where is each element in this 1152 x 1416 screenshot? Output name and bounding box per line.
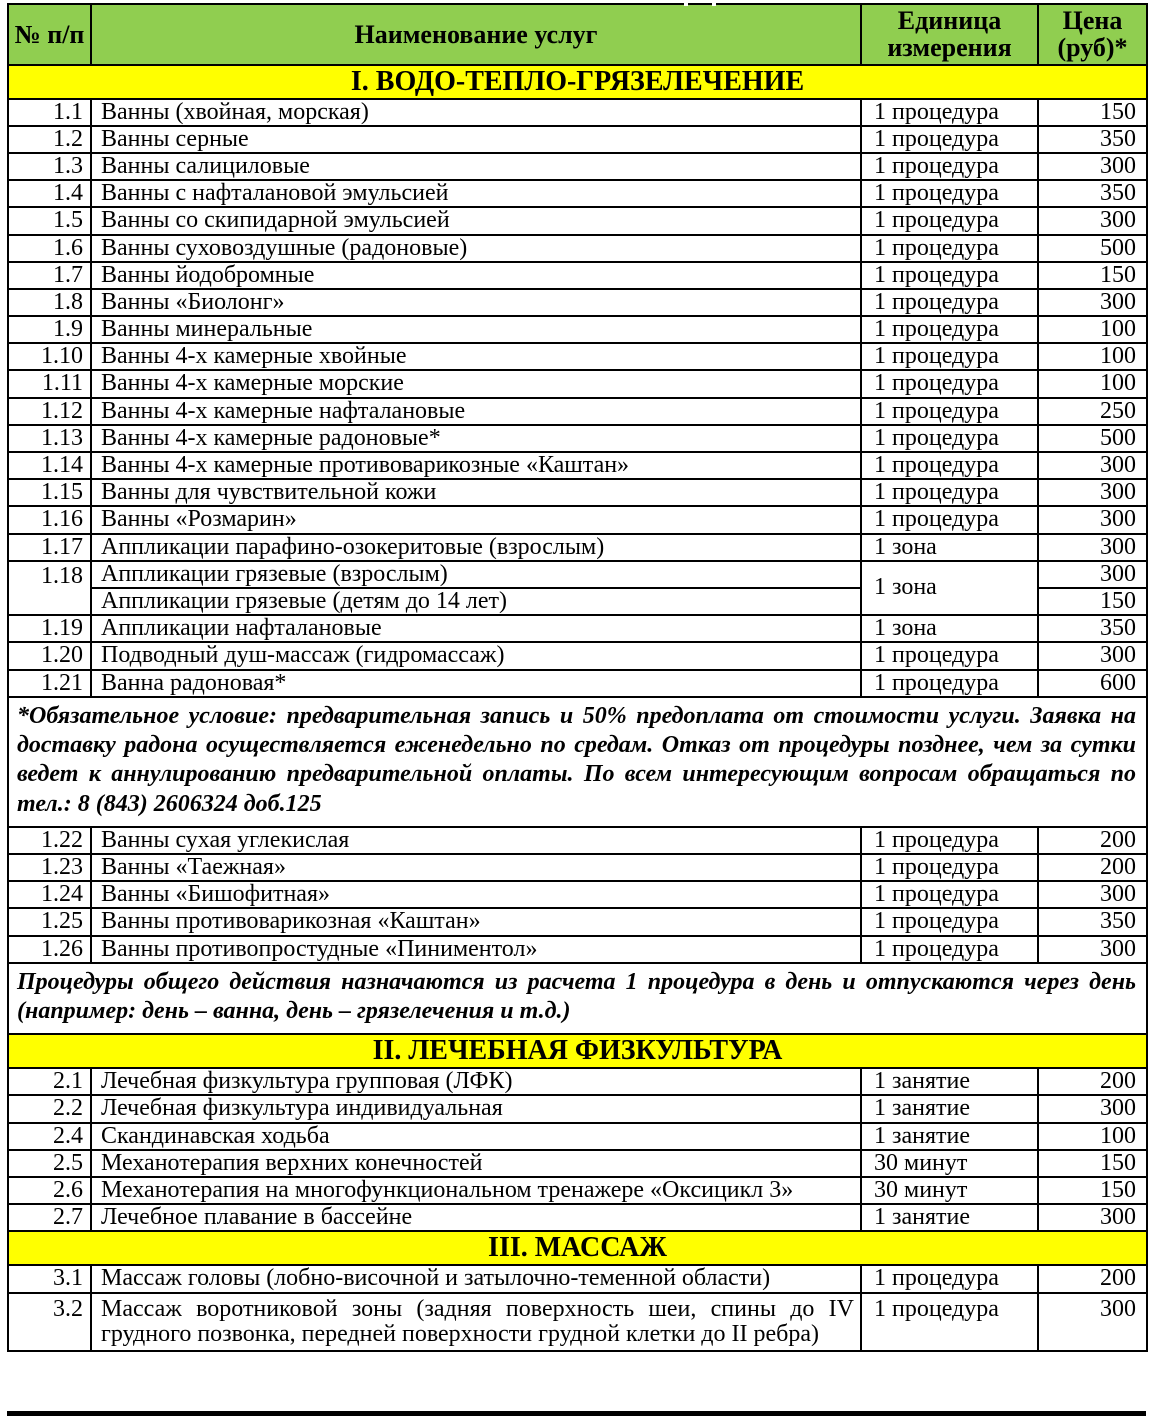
unit-of-measure: 1 процедура xyxy=(861,854,1038,881)
service-name: Ванна радоновая* xyxy=(91,670,861,697)
service-name: Ванны противопростудные «Пиниментол» xyxy=(91,936,861,963)
price-value: 100 xyxy=(1038,343,1147,370)
price-value: 500 xyxy=(1038,425,1147,452)
service-name: Скандинавская ходьба xyxy=(91,1123,861,1150)
service-name: Ванны со скипидарной эмульсией xyxy=(91,207,861,234)
service-name: Массаж головы (лобно-височной и затылочно-теменной области) xyxy=(91,1265,861,1292)
service-name: Подводный душ-массаж (гидромассаж) xyxy=(91,642,861,669)
service-row xyxy=(8,153,1147,180)
unit-of-measure: 1 процедура xyxy=(861,506,1038,533)
price-value: 600 xyxy=(1038,670,1147,697)
row-number: 1.15 xyxy=(8,479,91,506)
service-name: Механотерапия верхних конечностей xyxy=(91,1150,861,1177)
row-number: 1.25 xyxy=(8,908,91,935)
unit-of-measure: 1 процедура xyxy=(861,1293,1038,1351)
column-header-unit: Единица измерения xyxy=(861,4,1038,65)
service-name: Ванны сухая углекислая xyxy=(91,827,861,854)
service-row xyxy=(8,534,1147,561)
price-value: 100 xyxy=(1038,316,1147,343)
service-row xyxy=(8,936,1147,963)
price-value: 350 xyxy=(1038,126,1147,153)
row-number: 3.1 xyxy=(8,1265,91,1292)
service-row xyxy=(8,398,1147,425)
unit-of-measure: 1 процедура xyxy=(861,425,1038,452)
service-name: Ванны «Биолонг» xyxy=(91,289,861,316)
service-row xyxy=(8,479,1147,506)
price-value: 150 xyxy=(1038,99,1147,126)
service-row xyxy=(8,289,1147,316)
row-number: 3.2 xyxy=(8,1293,91,1351)
service-row xyxy=(8,506,1147,533)
unit-of-measure: 1 зона xyxy=(861,615,1038,642)
note-text: Процедуры общего действия назначаются из расчета 1 процедура в день и отпускаются через день (например: день – ванна, день – грязелечения и т.д.) xyxy=(8,963,1147,1035)
row-number: 1.7 xyxy=(8,262,91,289)
unit-of-measure: 30 минут xyxy=(861,1177,1038,1204)
price-value: 350 xyxy=(1038,908,1147,935)
service-name: Ванны суховоздушные (радоновые) xyxy=(91,235,861,262)
price-value: 300 xyxy=(1038,1204,1147,1231)
service-name: Ванны (хвойная, морская) xyxy=(91,99,861,126)
row-number: 1.14 xyxy=(8,452,91,479)
service-row xyxy=(8,452,1147,479)
column-header-number: № п/п xyxy=(8,4,91,65)
service-row xyxy=(8,1177,1147,1204)
unit-of-measure: 1 процедура xyxy=(861,289,1038,316)
service-row xyxy=(8,1265,1147,1292)
price-table xyxy=(7,3,1148,1352)
service-name: Аппликации нафталановые xyxy=(91,615,861,642)
row-number: 1.12 xyxy=(8,398,91,425)
service-row xyxy=(8,1204,1147,1231)
service-name: Массаж воротниковой зоны (задняя поверхность шеи, спины до IV грудного позвонка, передней поверхности грудной клетки до II ребра) xyxy=(91,1293,861,1351)
unit-of-measure: 1 процедура xyxy=(861,153,1038,180)
price-value: 300 xyxy=(1038,289,1147,316)
service-row xyxy=(8,615,1147,642)
price-value: 200 xyxy=(1038,854,1147,881)
service-name: Ванны противоварикозная «Каштан» xyxy=(91,908,861,935)
service-row xyxy=(8,1095,1147,1122)
unit-of-measure: 1 зона xyxy=(861,534,1038,561)
service-row xyxy=(8,908,1147,935)
note-row xyxy=(8,697,1147,827)
row-number: 1.5 xyxy=(8,207,91,234)
row-number: 1.17 xyxy=(8,534,91,561)
unit-of-measure: 1 занятие xyxy=(861,1068,1038,1095)
row-number: 1.24 xyxy=(8,881,91,908)
section-header-row xyxy=(8,1231,1147,1265)
unit-of-measure: 1 процедура xyxy=(861,398,1038,425)
row-number: 2.6 xyxy=(8,1177,91,1204)
price-value: 150 xyxy=(1038,262,1147,289)
price-value: 200 xyxy=(1038,1265,1147,1292)
service-name: Ванны «Розмарин» xyxy=(91,506,861,533)
service-name: Ванны для чувствительной кожи xyxy=(91,479,861,506)
row-number: 1.16 xyxy=(8,506,91,533)
service-row xyxy=(8,262,1147,289)
unit-of-measure: 1 процедура xyxy=(861,370,1038,397)
page-crop-edge xyxy=(7,1411,1146,1416)
unit-of-measure: 30 минут xyxy=(861,1150,1038,1177)
page-crop-mark xyxy=(684,0,688,6)
row-number: 1.3 xyxy=(8,153,91,180)
table-header-row xyxy=(8,4,1147,65)
row-number: 2.1 xyxy=(8,1068,91,1095)
unit-of-measure: 1 процедура xyxy=(861,126,1038,153)
row-number: 1.11 xyxy=(8,370,91,397)
service-name: Лечебная физкультура индивидуальная xyxy=(91,1095,861,1122)
column-header-price: Цена (руб)* xyxy=(1038,4,1147,65)
service-row xyxy=(8,670,1147,697)
row-number: 1.19 xyxy=(8,615,91,642)
service-name: Лечебное плавание в бассейне xyxy=(91,1204,861,1231)
unit-of-measure: 1 процедура xyxy=(861,1265,1038,1292)
service-name: Ванны 4-х камерные радоновые* xyxy=(91,425,861,452)
price-value: 300 xyxy=(1038,207,1147,234)
unit-of-measure: 1 занятие xyxy=(861,1204,1038,1231)
row-number: 1.9 xyxy=(8,316,91,343)
service-row xyxy=(8,881,1147,908)
unit-of-measure: 1 процедура xyxy=(861,262,1038,289)
service-name: Ванны с нафталановой эмульсией xyxy=(91,180,861,207)
service-name: Аппликации парафино-озокеритовые (взрослым) xyxy=(91,534,861,561)
row-number: 1.6 xyxy=(8,235,91,262)
row-number: 1.20 xyxy=(8,642,91,669)
price-value: 300 xyxy=(1038,153,1147,180)
price-value: 300 xyxy=(1038,1095,1147,1122)
section-header-row xyxy=(8,1034,1147,1068)
service-row xyxy=(8,561,1147,588)
price-value: 200 xyxy=(1038,1068,1147,1095)
price-value: 300 xyxy=(1038,534,1147,561)
row-number: 1.23 xyxy=(8,854,91,881)
service-name: Лечебная физкультура групповая (ЛФК) xyxy=(91,1068,861,1095)
row-number: 1.13 xyxy=(8,425,91,452)
service-row xyxy=(8,126,1147,153)
row-number: 2.7 xyxy=(8,1204,91,1231)
price-value: 300 xyxy=(1038,506,1147,533)
unit-of-measure: 1 процедура xyxy=(861,343,1038,370)
unit-of-measure: 1 процедура xyxy=(861,827,1038,854)
price-value: 150 xyxy=(1038,588,1147,615)
unit-of-measure: 1 процедура xyxy=(861,452,1038,479)
service-row xyxy=(8,99,1147,126)
service-row xyxy=(8,235,1147,262)
service-row xyxy=(8,1068,1147,1095)
unit-of-measure: 1 процедура xyxy=(861,479,1038,506)
page-crop-mark xyxy=(712,0,716,6)
row-number: 1.4 xyxy=(8,180,91,207)
unit-of-measure: 1 процедура xyxy=(861,316,1038,343)
service-row xyxy=(8,827,1147,854)
service-name: Ванны «Таежная» xyxy=(91,854,861,881)
row-number: 2.2 xyxy=(8,1095,91,1122)
unit-of-measure: 1 процедура xyxy=(861,881,1038,908)
price-value: 300 xyxy=(1038,479,1147,506)
service-name: Аппликации грязевые (детям до 14 лет) xyxy=(91,588,861,615)
note-text: *Обязательное условие: предварительная запись и 50% предоплата от стоимости услуги. Заявка на доставку радона осуществляется еженедельно по средам. Отказ от процедуры позднее, чем за сутки ведет к аннулированию предварительной оплаты. По всем интересующим вопросам обращаться по тел.: 8 (843) 2606324 доб.125 xyxy=(8,697,1147,827)
unit-of-measure: 1 процедура xyxy=(861,99,1038,126)
service-name: Ванны 4-х камерные противоварикозные «Каштан» xyxy=(91,452,861,479)
row-number: 1.21 xyxy=(8,670,91,697)
price-value: 250 xyxy=(1038,398,1147,425)
row-number: 1.18 xyxy=(8,561,91,615)
row-number: 1.2 xyxy=(8,126,91,153)
service-name: Ванны минеральные xyxy=(91,316,861,343)
price-value: 100 xyxy=(1038,1123,1147,1150)
price-value: 200 xyxy=(1038,827,1147,854)
section-title: III. МАССАЖ xyxy=(8,1231,1147,1265)
service-name: Ванны серные xyxy=(91,126,861,153)
service-name: Ванны салициловые xyxy=(91,153,861,180)
price-value: 150 xyxy=(1038,1150,1147,1177)
service-row xyxy=(8,1293,1147,1351)
note-row xyxy=(8,963,1147,1035)
row-number: 2.5 xyxy=(8,1150,91,1177)
unit-of-measure: 1 занятие xyxy=(861,1123,1038,1150)
section-title: I. ВОДО-ТЕПЛО-ГРЯЗЕЛЕЧЕНИЕ xyxy=(8,65,1147,99)
service-row xyxy=(8,207,1147,234)
price-value: 300 xyxy=(1038,452,1147,479)
column-header-service-name: Наименование услуг xyxy=(91,4,861,65)
price-value: 300 xyxy=(1038,1293,1147,1351)
price-value: 150 xyxy=(1038,1177,1147,1204)
service-row xyxy=(8,370,1147,397)
price-value: 500 xyxy=(1038,235,1147,262)
row-number: 1.10 xyxy=(8,343,91,370)
price-value: 300 xyxy=(1038,936,1147,963)
unit-of-measure: 1 процедура xyxy=(861,908,1038,935)
service-row xyxy=(8,180,1147,207)
section-header-row xyxy=(8,65,1147,99)
price-value: 300 xyxy=(1038,881,1147,908)
service-row xyxy=(8,425,1147,452)
service-row xyxy=(8,1123,1147,1150)
service-row xyxy=(8,642,1147,669)
section-title: II. ЛЕЧЕБНАЯ ФИЗКУЛЬТУРА xyxy=(8,1034,1147,1068)
row-number: 1.26 xyxy=(8,936,91,963)
price-value: 300 xyxy=(1038,642,1147,669)
unit-of-measure: 1 процедура xyxy=(861,207,1038,234)
service-name: Ванны йодобромные xyxy=(91,262,861,289)
unit-of-measure: 1 процедура xyxy=(861,235,1038,262)
unit-of-measure: 1 процедура xyxy=(861,642,1038,669)
service-name: Механотерапия на многофункциональном тренажере «Оксицикл 3» xyxy=(91,1177,861,1204)
unit-of-measure: 1 занятие xyxy=(861,1095,1038,1122)
service-name: Ванны 4-х камерные морские xyxy=(91,370,861,397)
service-row xyxy=(8,343,1147,370)
unit-of-measure: 1 процедура xyxy=(861,936,1038,963)
unit-of-measure: 1 процедура xyxy=(861,180,1038,207)
service-name: Ванны 4-х камерные нафталановые xyxy=(91,398,861,425)
price-value: 350 xyxy=(1038,615,1147,642)
service-row xyxy=(8,316,1147,343)
row-number: 1.1 xyxy=(8,99,91,126)
unit-of-measure: 1 зона xyxy=(861,561,1038,615)
service-name: Ванны 4-х камерные хвойные xyxy=(91,343,861,370)
price-value: 350 xyxy=(1038,180,1147,207)
price-value: 300 xyxy=(1038,561,1147,588)
row-number: 2.4 xyxy=(8,1123,91,1150)
service-name: Аппликации грязевые (взрослым) xyxy=(91,561,861,588)
row-number: 1.22 xyxy=(8,827,91,854)
service-row xyxy=(8,854,1147,881)
service-row xyxy=(8,1150,1147,1177)
service-name: Ванны «Бишофитная» xyxy=(91,881,861,908)
price-value: 100 xyxy=(1038,370,1147,397)
row-number: 1.8 xyxy=(8,289,91,316)
unit-of-measure: 1 процедура xyxy=(861,670,1038,697)
